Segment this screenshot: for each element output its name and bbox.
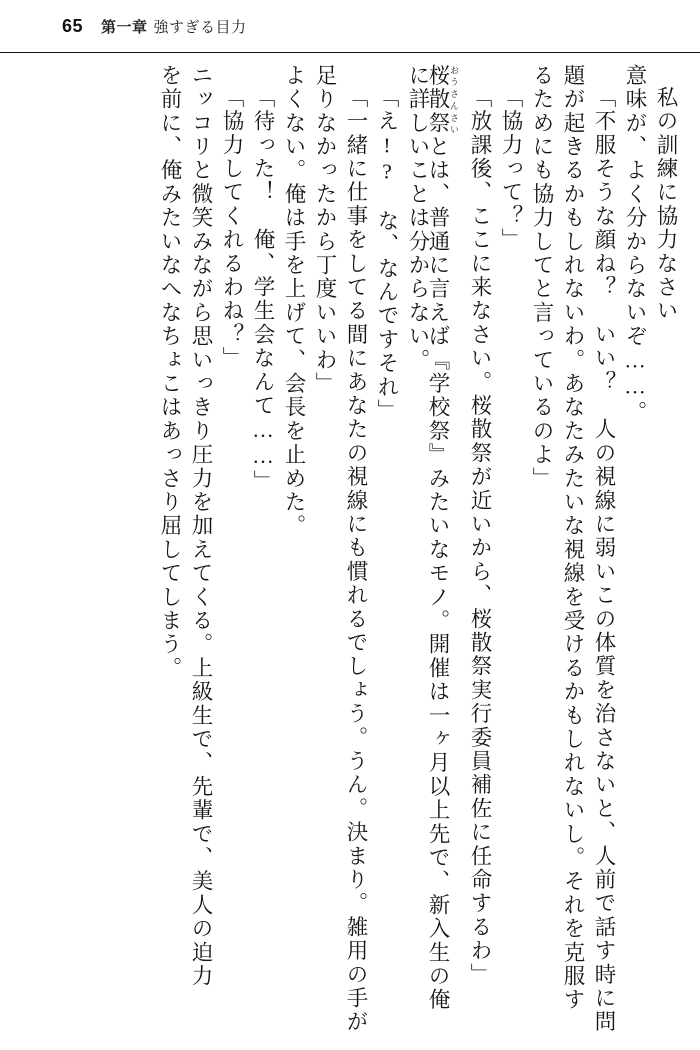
text-line: 「協力してくれるわね？」 bbox=[220, 86, 244, 371]
chapter-number: 第一章 bbox=[101, 18, 148, 36]
chapter-title-text: 強すぎる目力 bbox=[153, 18, 247, 36]
text-line: 「一緒に仕事をしてる間にあなたの視線にも慣れるでしょう。うん。決まり。雑用の手が bbox=[344, 86, 368, 1034]
text-line: 「不服そうな顔ね？ いい？ 人の視線に弱いこの体質を治さないと、人前で話す時に問 bbox=[592, 86, 616, 1034]
vertical-text-body bbox=[0, 56, 700, 1050]
text-line: るためにも協力してと言っているのよ」 bbox=[530, 64, 554, 491]
ruby-text: おうさんさい bbox=[449, 64, 459, 136]
text-line: 私の訓練に協力なさい bbox=[654, 86, 678, 323]
text-line: 題が起きるかもしれないわ。あなたみたいな視線を受けるかもしれないし。それを克服す bbox=[561, 64, 585, 1012]
page-header bbox=[0, 0, 700, 52]
text-line: 「放課後、ここに来なさい。桜散祭が近いから、桜散祭実行委員補佐に任命するわ」 bbox=[468, 86, 492, 987]
text-line: を前に、俺みたいなへなちょこはあっさり屈してしまう。 bbox=[158, 64, 182, 681]
text-line-rest: とは、普通に言えば『学校祭』みたいなモノ。開催は一ヶ月以上先で、新入生の俺 bbox=[426, 135, 450, 1013]
text-line: ニッコリと微笑みながら思いっきり圧力を加えてくる。上級生で、先輩で、美人の迫力 bbox=[189, 64, 213, 989]
header-divider bbox=[0, 52, 700, 53]
text-line: 意味が、よく分からないぞ……。 bbox=[623, 64, 647, 425]
text-line: 「待った！ 俺、学生会なんて……」 bbox=[251, 86, 275, 494]
ruby-annotation bbox=[426, 64, 459, 136]
text-line-with-ruby bbox=[428, 64, 459, 1044]
ruby-base: 桜散祭 bbox=[426, 64, 450, 136]
chapter-title bbox=[101, 16, 247, 37]
text-line: 足りなかったから丁度いいわ」 bbox=[313, 64, 337, 396]
text-line: よくない。俺は手を上げて、会長を止めた。 bbox=[282, 64, 306, 538]
text-line: 「協力って？」 bbox=[499, 86, 523, 252]
page-number: 65 bbox=[62, 15, 84, 36]
text-line: に詳しいことは分からない。 bbox=[406, 64, 430, 373]
text-line: 「え!? な、なんですそれ」 bbox=[375, 86, 399, 423]
